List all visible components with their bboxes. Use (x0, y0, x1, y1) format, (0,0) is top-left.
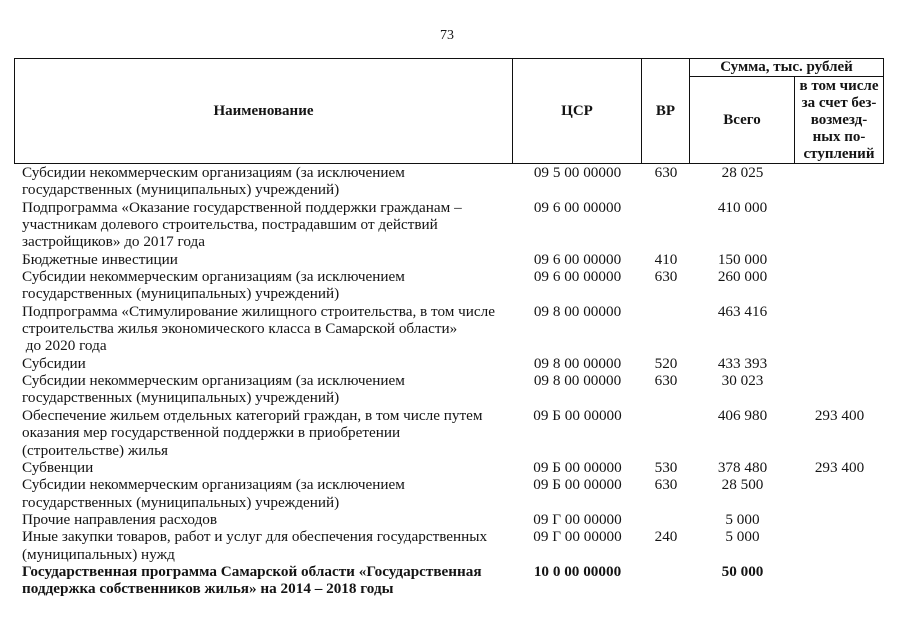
program-total-row (14, 563, 884, 598)
row-total: 50 000 (721, 562, 764, 580)
row-csr: 09 Г 00 00000 (533, 528, 622, 546)
table-row (14, 251, 884, 268)
row-name (14, 251, 513, 268)
row-name (14, 164, 513, 199)
header-total: Всего (690, 77, 795, 163)
table-row (14, 355, 884, 372)
row-total: 28 500 (721, 476, 764, 494)
row-name-line: застройщиков» до 2017 года (22, 233, 205, 251)
row-name-line: до 2020 года (22, 337, 107, 355)
row-total: 30 023 (721, 372, 764, 390)
row-gratuitous (795, 199, 884, 251)
row-total: 150 000 (717, 250, 768, 268)
row-csr: 10 0 00 00000 (533, 562, 622, 580)
row-name-line: строительства жилья экономического класса в Самарской области» (22, 320, 458, 338)
table-row (14, 164, 884, 199)
row-name (14, 355, 513, 372)
row-name-line: государственных (муниципальных) учреждений) (22, 389, 340, 407)
header-gratuitous-line: ступлений (803, 145, 875, 162)
row-name-line: Обеспечение жильем отдельных категорий граждан, в том числе путем (22, 406, 483, 424)
row-name-line: (муниципальных) нужд (22, 545, 175, 563)
row-csr: 09 8 00 00000 (533, 372, 622, 390)
row-name-line: Субсидии некоммерческим организациям (за исключением (22, 164, 405, 181)
row-name-line: государственных (муниципальных) учреждений) (22, 181, 340, 199)
row-name-line: поддержка собственников жилья» на 2014 – 2018 годы (22, 580, 394, 598)
row-name-line: Субвенции (22, 458, 94, 476)
row-vr: 630 (654, 164, 678, 181)
row-gratuitous (795, 511, 884, 528)
row-total: 406 980 (717, 406, 768, 424)
row-vr: 520 (654, 354, 678, 372)
row-gratuitous (795, 563, 884, 598)
header-csr: ЦСР (513, 59, 642, 163)
row-vr: 410 (654, 250, 678, 268)
row-vr (642, 511, 690, 528)
row-name (14, 511, 513, 528)
row-csr: 09 6 00 00000 (533, 198, 622, 216)
row-name-line: Иные закупки товаров, работ и услуг для обеспечения государственных (22, 528, 488, 546)
table-row (14, 407, 884, 459)
table-header (14, 58, 884, 164)
row-vr (642, 199, 690, 251)
row-csr: 09 8 00 00000 (533, 354, 622, 372)
header-vr: ВР (642, 59, 690, 163)
row-total: 433 393 (717, 354, 768, 372)
row-total: 378 480 (717, 458, 768, 476)
row-vr: 630 (654, 476, 678, 494)
table-row (14, 476, 884, 511)
table-row (14, 372, 884, 407)
row-name-line: Подпрограмма «Оказание государственной поддержки гражданам – (22, 198, 462, 216)
row-name (14, 528, 513, 563)
row-name (14, 459, 513, 476)
header-gratuitous-line: в том числе (799, 77, 879, 94)
row-vr: 240 (654, 528, 678, 546)
row-csr: 09 Б 00 00000 (533, 458, 622, 476)
header-name: Наименование (15, 59, 513, 163)
row-vr: 530 (654, 458, 678, 476)
row-name (14, 303, 513, 355)
row-gratuitous (795, 372, 884, 407)
table-row (14, 511, 884, 528)
row-gratuitous (795, 251, 884, 268)
row-name-line: государственных (муниципальных) учреждений) (22, 285, 340, 303)
header-gratuitous-line: за счет без- (801, 94, 877, 111)
row-gratuitous: 293 400 (814, 458, 865, 476)
row-name (14, 563, 513, 598)
row-total: 463 416 (717, 302, 768, 320)
row-total: 5 000 (725, 528, 760, 546)
row-name-line: Субсидии некоммерческим организациям (за исключением (22, 372, 405, 390)
row-gratuitous: 293 400 (814, 406, 865, 424)
row-gratuitous (795, 355, 884, 372)
row-csr: 09 5 00 00000 (533, 164, 622, 181)
row-name (14, 407, 513, 459)
row-total: 260 000 (717, 268, 768, 286)
table-row (14, 303, 884, 355)
row-gratuitous (795, 268, 884, 303)
row-gratuitous (795, 164, 884, 199)
row-gratuitous (795, 476, 884, 511)
row-gratuitous (795, 528, 884, 563)
table-row (14, 199, 884, 251)
row-csr: 09 6 00 00000 (533, 268, 622, 286)
row-name (14, 268, 513, 303)
row-vr (642, 563, 690, 598)
row-total: 28 025 (721, 164, 764, 181)
row-vr: 630 (654, 372, 678, 390)
row-name-line: Прочие направления расходов (22, 510, 218, 528)
row-csr: 09 8 00 00000 (533, 302, 622, 320)
row-name-line: Бюджетные инвестиции (22, 250, 178, 268)
row-name-line: Государственная программа Самарской области «Государственная (22, 562, 482, 580)
page-number: 73 (440, 28, 454, 43)
row-vr (642, 303, 690, 355)
row-name-line: государственных (муниципальных) учреждений) (22, 493, 340, 511)
table-body (14, 164, 884, 598)
row-name-line: Субсидии (22, 354, 86, 372)
row-csr: 09 Г 00 00000 (533, 510, 622, 528)
header-gratuitous-line: ных по- (812, 128, 866, 145)
header-gratuitous (795, 77, 883, 163)
row-total: 5 000 (725, 510, 760, 528)
row-name-line: (строительстве) жилья (22, 441, 168, 459)
row-vr (642, 407, 690, 459)
row-name-line: оказания мер государственной поддержки в приобретении (22, 424, 401, 442)
row-name (14, 476, 513, 511)
row-gratuitous (795, 303, 884, 355)
row-vr: 630 (654, 268, 678, 286)
row-name-line: Субсидии некоммерческим организациям (за исключением (22, 268, 405, 286)
row-name (14, 199, 513, 251)
row-csr: 09 Б 00 00000 (533, 406, 622, 424)
row-csr: 09 Б 00 00000 (533, 476, 622, 494)
header-gratuitous-line: возмезд- (810, 111, 868, 128)
row-total: 410 000 (717, 198, 768, 216)
table-row (14, 459, 884, 476)
table-row (14, 528, 884, 563)
header-sum: Сумма, тыс. рублей (690, 59, 883, 77)
row-name (14, 372, 513, 407)
row-csr: 09 6 00 00000 (533, 250, 622, 268)
row-name-line: Субсидии некоммерческим организациям (за исключением (22, 476, 405, 494)
row-name-line: Подпрограмма «Стимулирование жилищного строительства, в том числе (22, 302, 495, 320)
row-name-line: участникам долевого строительства, пострадавшим от действий (22, 216, 438, 234)
table-row (14, 268, 884, 303)
